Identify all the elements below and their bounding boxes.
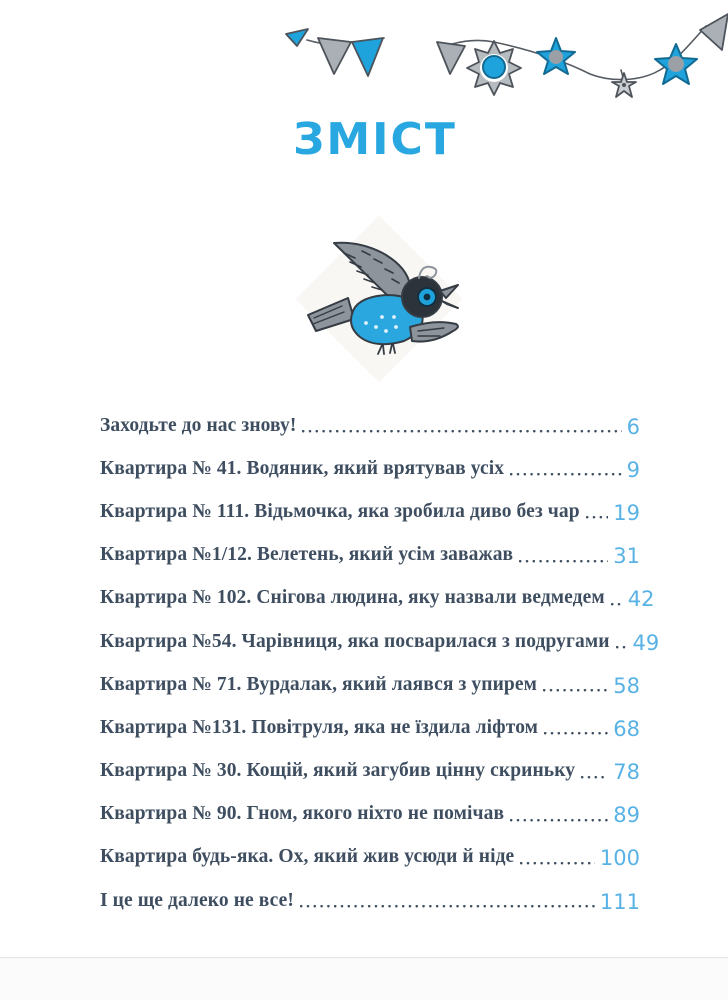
toc-entry	[100, 706, 640, 749]
toc-entry	[100, 490, 640, 533]
toc-entry	[100, 793, 640, 836]
toc-page-number: 68	[613, 716, 640, 741]
page-bottom-edge	[0, 957, 728, 1000]
toc-page-number: 100	[599, 846, 640, 871]
toc-leader-dots	[586, 516, 609, 519]
toc-page-number: 58	[613, 673, 640, 698]
toc-entry	[100, 534, 640, 577]
toc-leader-dots	[520, 862, 595, 865]
toc-page-number: 6	[626, 414, 640, 439]
toc-page-number: 42	[627, 587, 655, 612]
toc-leader-dots	[544, 732, 608, 735]
flag-icon	[700, 14, 728, 50]
toc-leader-dots	[510, 819, 608, 822]
toc-entry	[100, 447, 640, 490]
toc-entry	[100, 663, 640, 706]
toc-entry-label: Квартира № 71. Вурдалак, який лаявся з упирем	[100, 673, 537, 695]
toc-page-number: 111	[599, 889, 640, 914]
toc-entry-label: Квартира будь-яка. Ох, який жив усюди й ніде	[100, 846, 515, 868]
toc-entry	[100, 620, 660, 663]
toc-leader-dots	[543, 689, 608, 692]
sunburst-center	[483, 56, 505, 78]
page-title: ЗМІСТ	[293, 114, 457, 165]
star-center	[622, 83, 626, 87]
toc-entry-label: Квартира № 41. Водяник, який врятував усіх	[100, 457, 505, 479]
bird-feet	[378, 344, 395, 354]
bird-wing-lower	[410, 322, 458, 341]
bird-illustration	[300, 235, 460, 365]
star-center	[668, 56, 684, 72]
toc-entry-label: Квартира № 30. Кощій, який загубив цінну скриньку	[100, 760, 576, 782]
toc-entry	[100, 404, 640, 447]
bird-beak	[442, 301, 458, 308]
toc-page-number: 89	[613, 803, 640, 828]
toc-page-number: 9	[626, 457, 640, 482]
flag-icon	[437, 42, 465, 74]
toc-entry-label: Квартира №1/12. Велетень, який усім заважав	[100, 544, 514, 566]
flag-icon	[352, 38, 383, 76]
toc-entry	[100, 577, 655, 620]
toc-entry-label: Квартира № 111. Відьмочка, яка зробила диво без чар	[100, 500, 580, 522]
toc-leader-dots	[581, 776, 608, 779]
toc-leader-dots	[510, 473, 622, 476]
flag-icon	[286, 29, 308, 46]
toc-page-number: 78	[613, 760, 640, 785]
toc-leader-dots	[302, 430, 621, 433]
toc-entry-label: І це ще далеко не все!	[100, 889, 294, 911]
star-center	[549, 50, 563, 64]
bird-wing	[334, 243, 410, 298]
toc-entry-label: Заходьте до нас знову!	[100, 414, 297, 436]
toc-leader-dots	[616, 646, 628, 649]
toc-entry-label: Квартира №131. Повітруля, яка не їздила ліфтом	[100, 716, 539, 738]
toc-entry	[100, 879, 640, 922]
toc-entry	[100, 836, 640, 879]
garland-decoration	[0, 0, 728, 115]
toc-leader-dots	[611, 603, 623, 606]
bird-tail	[308, 298, 354, 331]
toc-entry-label: Квартира № 102. Снігова людина, яку назвали ведмедем	[100, 587, 605, 609]
toc-leader-dots	[519, 560, 608, 563]
toc-entry-label: Квартира № 90. Гном, якого ніхто не помічав	[100, 803, 505, 825]
toc-entry	[100, 750, 640, 793]
toc-page-number: 19	[613, 500, 640, 525]
table-of-contents	[100, 404, 660, 922]
flag-icon	[318, 38, 351, 74]
toc-entry-label: Квартира №54. Чарівниця, яка посварилася з подругами	[100, 630, 610, 652]
toc-page-number: 31	[613, 544, 640, 569]
toc-page-number: 49	[632, 630, 660, 655]
toc-leader-dots	[300, 905, 595, 908]
